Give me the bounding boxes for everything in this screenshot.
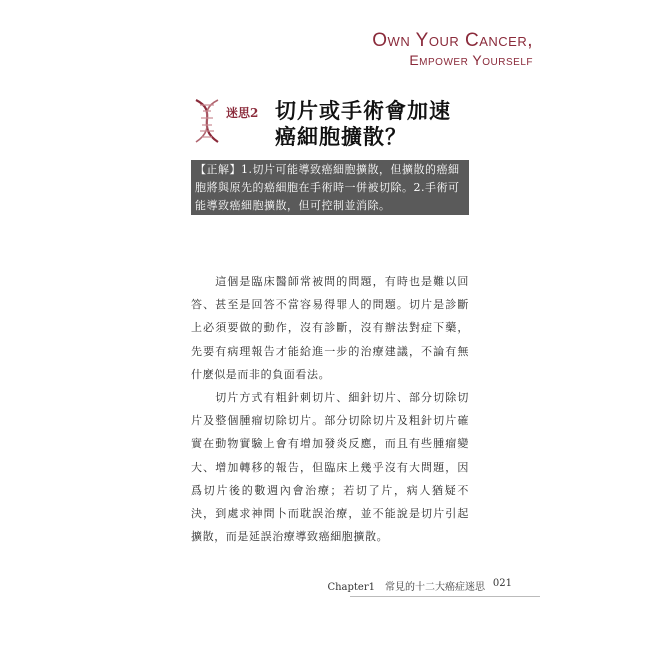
paragraph: 這個是臨床醫師常被問的問題，有時也是難以回答、甚至是回答不當容易得罪人的問題。切片是診斷上必須要做的動作，沒有診斷，沒有辦法對症下藥，先要有病理報告才能給進一步的治療建議，不論有無什麼似是而非的負面看法。 — [191, 275, 469, 381]
myth-label: 迷思2 — [226, 106, 259, 120]
body-text — [191, 270, 469, 548]
footer-chapter: Chapter1 常見的十二大癌症迷思 — [327, 582, 485, 593]
page-number: 021 — [492, 578, 512, 589]
answer-box — [191, 160, 469, 215]
paragraph: 切片方式有粗針刺切片、細針切片、部分切除切片及整個腫瘤切除切片。部分切除切片及粗針切片確實在動物實驗上會有增加發炎反應，而且有些腫瘤變大、增加轉移的報告，但臨床上幾乎沒有大問題，因爲切片後的數週內會治療；若切了片，病人猶疑不決，到處求神問卜而耽誤治療，並不能說是切片引起擴散，而是延誤治療導致癌細胞擴散。 — [191, 391, 469, 544]
section-title: 切片或手術會加速癌細胞擴散？ — [275, 98, 451, 150]
running-header — [372, 30, 533, 68]
running-header-line1: Own Your Cancer, — [372, 30, 533, 51]
answer-text: 【正解】1.切片可能導致癌細胞擴散，但擴散的癌細胞將與原先的癌細胞在手術時一併被切除。2.手術可能導致癌細胞擴散，但可控制並消除。 — [195, 163, 460, 212]
running-header-line2: Empower Yourself — [409, 51, 533, 68]
dna-helix-icon — [190, 98, 224, 144]
footer-rule — [350, 596, 540, 597]
